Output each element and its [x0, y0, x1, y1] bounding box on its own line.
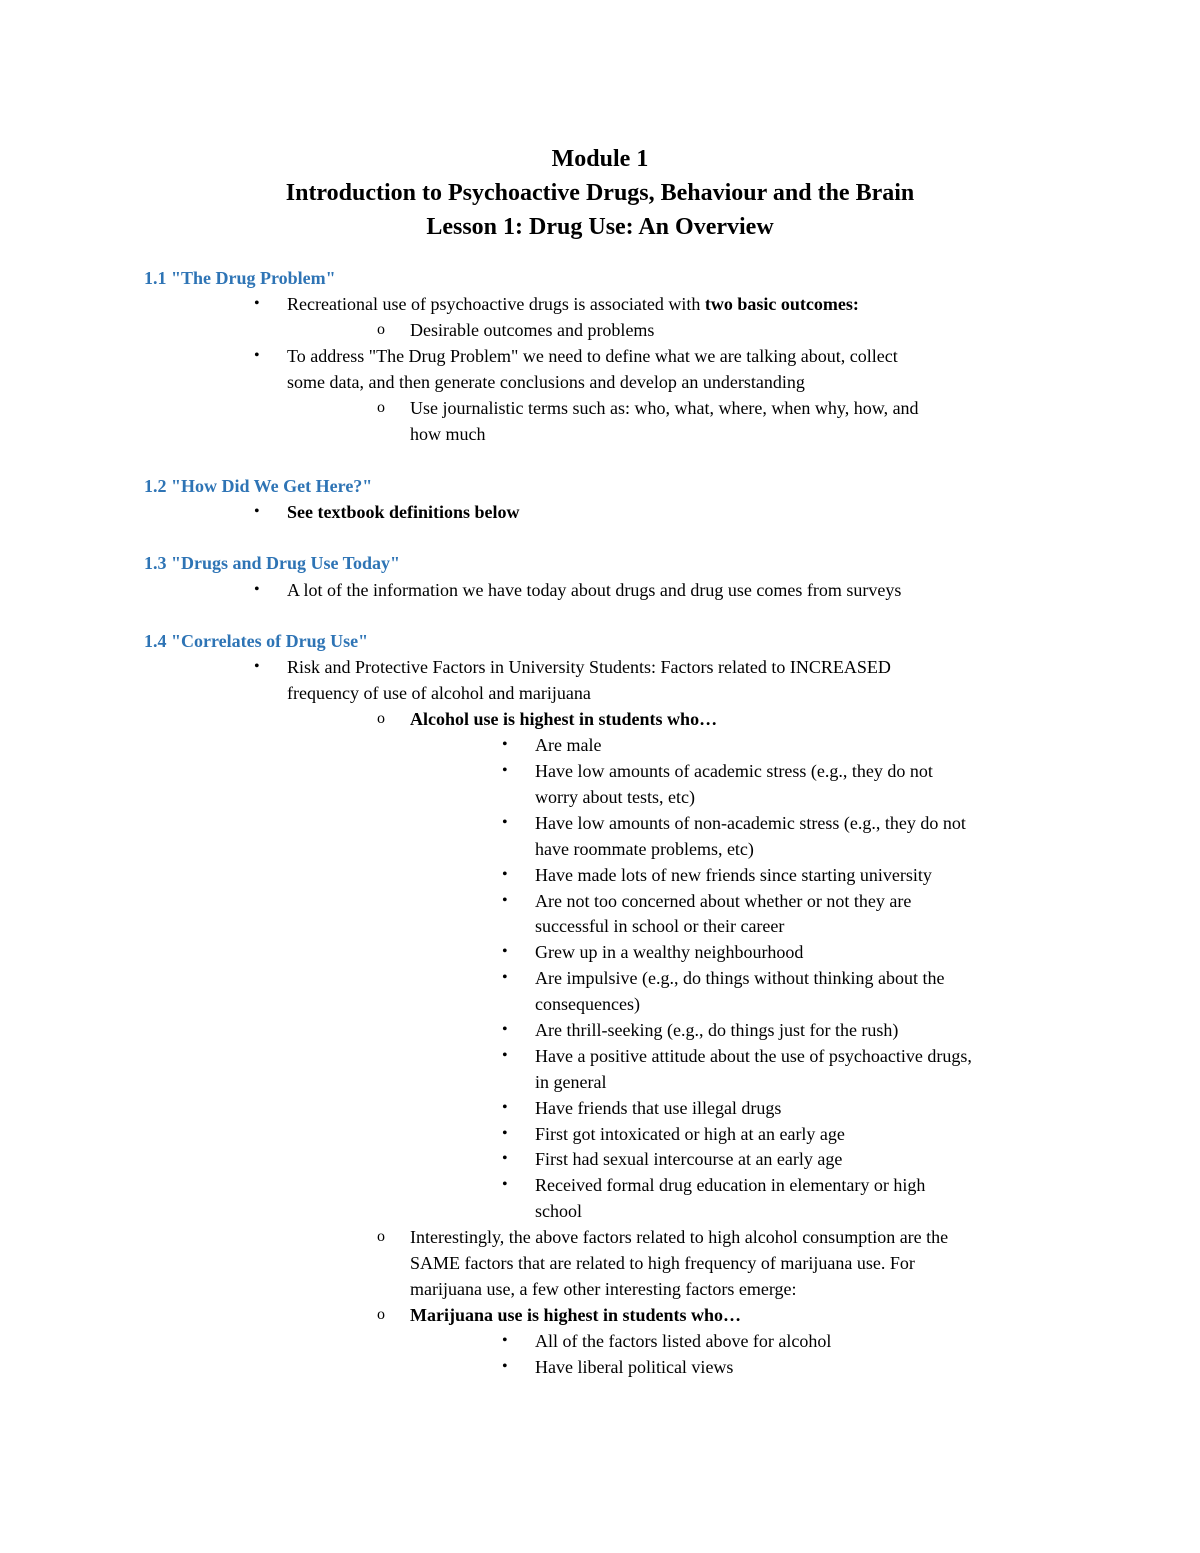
bullet-marker: • — [254, 503, 260, 520]
bullet-marker: • — [254, 658, 260, 675]
section-heading-1-1: 1.1 "The Drug Problem" — [144, 268, 336, 288]
factor-item-line: school — [535, 1201, 582, 1221]
factor-item: Are male — [535, 735, 602, 755]
sub-list-item: Desirable outcomes and problems — [410, 320, 655, 340]
sub-bullet-marker: o — [377, 710, 385, 727]
list-item — [287, 291, 859, 317]
factor-item-line: Received formal drug education in elementary or high — [535, 1175, 926, 1195]
factor-item: Have liberal political views — [535, 1357, 734, 1377]
sub-list-item-line: Interestingly, the above factors related to high alcohol consumption are the — [410, 1227, 949, 1247]
bullet-marker: • — [502, 1125, 508, 1142]
factor-item: Grew up in a wealthy neighbourhood — [535, 942, 804, 962]
bullet-marker: • — [254, 295, 260, 312]
factor-item-line: successful in school or their career — [535, 916, 785, 936]
sub-list-item-line: Use journalistic terms such as: who, what, where, when why, how, and — [410, 398, 919, 418]
bullet-marker: • — [502, 892, 508, 909]
factor-item: Have made lots of new friends since starting university — [535, 865, 932, 885]
bullet-marker: • — [254, 347, 260, 364]
list-item-line: To address "The Drug Problem" we need to define what we are talking about, collect — [287, 346, 898, 366]
sub-bullet-marker: o — [377, 321, 385, 338]
bullet-marker: • — [502, 1047, 508, 1064]
section-heading-1-4: 1.4 "Correlates of Drug Use" — [144, 631, 369, 651]
bullet-marker: • — [502, 1099, 508, 1116]
bullet-marker: • — [502, 1150, 508, 1167]
section-heading-1-3: 1.3 "Drugs and Drug Use Today" — [144, 553, 401, 573]
bullet-marker: • — [502, 736, 508, 753]
bullet-marker: • — [502, 866, 508, 883]
bullet-marker: • — [502, 1176, 508, 1193]
factor-item: First got intoxicated or high at an early age — [535, 1124, 845, 1144]
bullet-marker: • — [502, 1332, 508, 1349]
marijuana-subheading: Marijuana use is highest in students who… — [410, 1305, 742, 1325]
module-title: Introduction to Psychoactive Drugs, Behaviour and the Brain — [285, 180, 915, 206]
bullet-marker: • — [502, 943, 508, 960]
list-item-line: frequency of use of alcohol and marijuana — [287, 683, 591, 703]
factor-item-line: Have low amounts of non-academic stress (e.g., they do not — [535, 813, 966, 833]
factor-item-line: consequences) — [535, 994, 640, 1014]
factor-item: Have friends that use illegal drugs — [535, 1098, 782, 1118]
list-item: See textbook definitions below — [287, 502, 520, 522]
alcohol-subheading: Alcohol use is highest in students who… — [410, 709, 718, 729]
bullet-marker: • — [502, 969, 508, 986]
sub-list-item-line: how much — [410, 424, 486, 444]
factor-item-line: Have low amounts of academic stress (e.g., they do not — [535, 761, 933, 781]
factor-item: All of the factors listed above for alcohol — [535, 1331, 832, 1351]
section-heading-1-2: 1.2 "How Did We Get Here?" — [144, 476, 373, 496]
sub-list-item-line: marijuana use, a few other interesting factors emerge: — [410, 1279, 797, 1299]
factor-item-line: Have a positive attitude about the use of psychoactive drugs, — [535, 1046, 972, 1066]
sub-bullet-marker: o — [377, 1306, 385, 1323]
title-block — [0, 142, 1200, 244]
sub-bullet-marker: o — [377, 1228, 385, 1245]
factor-item: Are thrill-seeking (e.g., do things just for the rush) — [535, 1020, 899, 1040]
module-number: Module 1 — [551, 146, 649, 172]
lesson-title: Lesson 1: Drug Use: An Overview — [426, 214, 774, 240]
list-item-text: Recreational use of psychoactive drugs is associated with — [287, 294, 705, 314]
bullet-marker: • — [254, 581, 260, 598]
factor-item-line: have roommate problems, etc) — [535, 839, 754, 859]
factor-item-line: Are impulsive (e.g., do things without thinking about the — [535, 968, 945, 988]
list-item-bold-text: two basic outcomes: — [704, 294, 859, 314]
sub-list-item-line: SAME factors that are related to high frequency of marijuana use. For — [410, 1253, 915, 1273]
bullet-marker: • — [502, 1358, 508, 1375]
factor-item: First had sexual intercourse at an early age — [535, 1149, 843, 1169]
factor-item-line: Are not too concerned about whether or not they are — [535, 891, 912, 911]
list-item: A lot of the information we have today about drugs and drug use comes from surveys — [287, 580, 902, 600]
sub-bullet-marker: o — [377, 399, 385, 416]
bullet-marker: • — [502, 814, 508, 831]
factor-item-line: in general — [535, 1072, 607, 1092]
list-item-line: some data, and then generate conclusions and develop an understanding — [287, 372, 805, 392]
bullet-marker: • — [502, 762, 508, 779]
list-item-line: Risk and Protective Factors in University Students: Factors related to INCREASED — [287, 657, 891, 677]
bullet-marker: • — [502, 1021, 508, 1038]
factor-item-line: worry about tests, etc) — [535, 787, 695, 807]
